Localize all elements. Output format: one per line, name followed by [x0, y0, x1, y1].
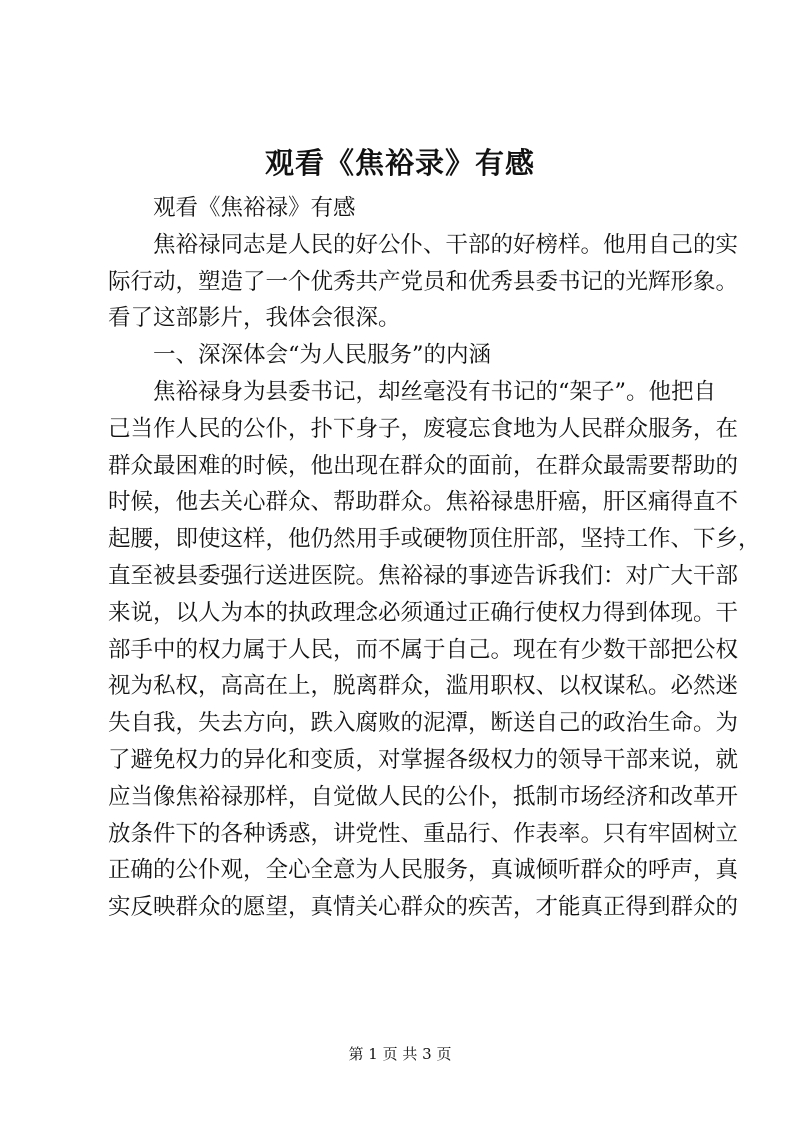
- text-line: 正确的公仆观，全心全意为人民服务，真诚倾听群众的呼声，真: [108, 857, 739, 884]
- text-line: 失自我，失去方向，跌入腐败的泥潭，断送自己的政治生命。为: [108, 710, 739, 737]
- text-line: 焦裕禄同志是人民的好公仆、干部的好榜样。他用自己的实: [153, 231, 739, 258]
- text-line: 际行动，塑造了一个优秀共产党员和优秀县委书记的光辉形象。: [108, 268, 739, 295]
- text-line: 时候，他去关心群众、帮助群众。焦裕禄患肝癌，肝区痛得直不: [108, 489, 739, 516]
- text-line: 部手中的权力属于人民，而不属于自己。现在有少数干部把公权: [108, 636, 739, 663]
- text-line: 应当像焦裕禄那样，自觉做人民的公仆，抵制市场经济和改革开: [108, 783, 739, 810]
- document-title: 观看《焦裕录》有感: [264, 146, 535, 180]
- text-line: 观看《焦裕禄》有感: [153, 195, 356, 221]
- page-number-footer: 第 1 页 共 3 页: [348, 1045, 452, 1063]
- text-line: 群众最困难的时候，他出现在群众的面前，在群众最需要帮助的: [108, 452, 739, 479]
- text-line: 看了这部影片，我体会很深。: [108, 305, 401, 332]
- text-line: 放条件下的各种诱惑，讲党性、重品行、作表率。只有牢固树立: [108, 820, 739, 847]
- text-line: 来说，以人为本的执政理念必须通过正确行使权力得到体现。干: [108, 599, 739, 626]
- text-line: 视为私权，高高在上，脱离群众，滥用职权、以权谋私。必然迷: [108, 673, 739, 700]
- paragraph: [108, 227, 739, 337]
- text-line: 了避免权力的异化和变质，对掌握各级权力的领导干部来说，就: [108, 746, 739, 773]
- text-line: 直至被县委强行送进医院。焦裕禄的事迹告诉我们：对广大干部: [108, 562, 739, 589]
- text-line: 起腰，即使这样，他仍然用手或硬物顶住肝部，坚持工作、下乡，: [108, 526, 761, 553]
- text-line: 己当作人民的公仆，扑下身子，废寝忘食地为人民群众服务，在: [108, 415, 739, 442]
- text-line: 焦裕禄身为县委书记，却丝毫没有书记的“架子”。他把自: [153, 378, 717, 405]
- text-line: 实反映群众的愿望，真情关心群众的疾苦，才能真正得到群众的: [108, 894, 739, 921]
- text-line: 一、深深体会“为人民服务”的内涵: [153, 342, 492, 369]
- section-heading: [108, 337, 704, 374]
- paragraph: [108, 190, 704, 227]
- paragraph: [108, 374, 761, 926]
- document-body: [108, 190, 761, 926]
